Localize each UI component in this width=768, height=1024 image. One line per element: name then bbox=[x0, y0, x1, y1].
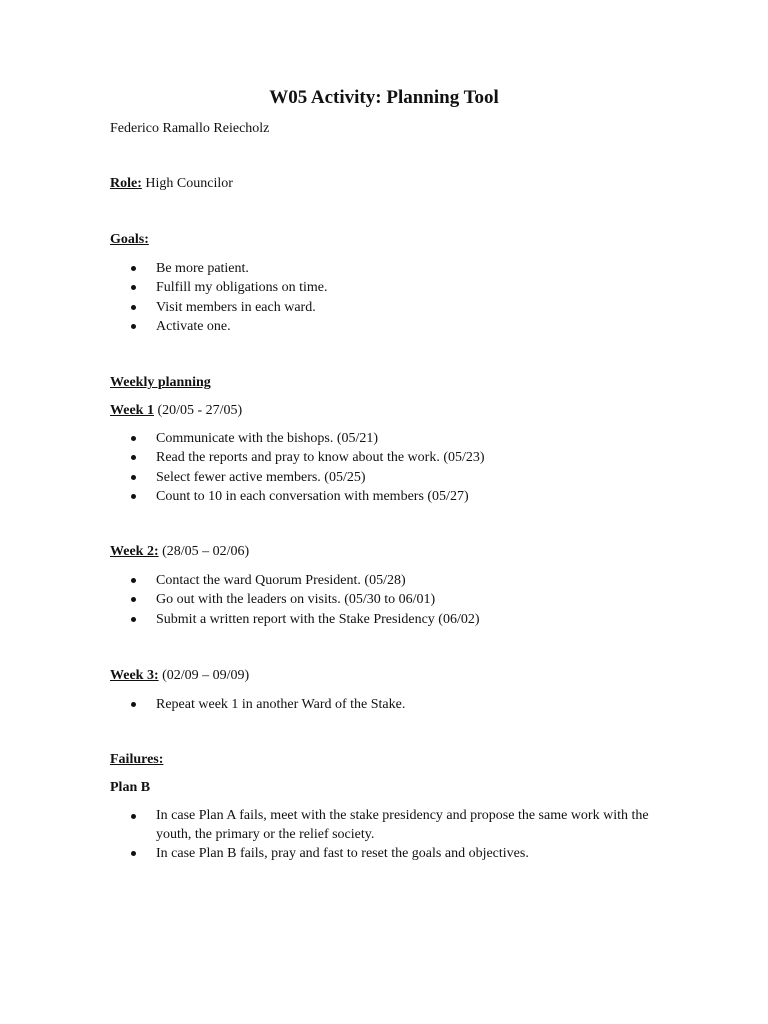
week2-label: Week 2: bbox=[110, 544, 159, 559]
list-item: Go out with the leaders on visits. (05/30 to 06/01) bbox=[0, 590, 656, 609]
list-item: Read the reports and pray to know about the work. (05/23) bbox=[0, 448, 656, 467]
weekly-planning-heading: Weekly planning bbox=[110, 375, 211, 390]
list-item: Fulfill my obligations on time. bbox=[0, 278, 656, 297]
week2-heading bbox=[110, 543, 249, 561]
week1-list bbox=[0, 429, 768, 506]
goals-heading: Goals: bbox=[110, 232, 149, 247]
role-label: Role: bbox=[110, 176, 142, 191]
week3-heading bbox=[110, 667, 249, 685]
week2-list bbox=[0, 571, 768, 629]
week2-range: (28/05 – 02/06) bbox=[158, 544, 250, 559]
list-item: Submit a written report with the Stake Presidency (06/02) bbox=[0, 610, 656, 629]
week3-list bbox=[0, 695, 768, 714]
list-item: Be more patient. bbox=[0, 259, 656, 278]
list-item: In case Plan B fails, pray and fast to reset the goals and objectives. bbox=[0, 844, 656, 865]
week3-label: Week 3: bbox=[110, 668, 159, 683]
plan-b-heading: Plan B bbox=[110, 780, 151, 795]
list-item: Contact the ward Quorum President. (05/28) bbox=[0, 571, 656, 590]
list-item: Communicate with the bishops. (05/21) bbox=[0, 429, 656, 448]
list-item: Activate one. bbox=[0, 317, 656, 336]
list-item: Count to 10 in each conversation with members (05/27) bbox=[0, 487, 656, 506]
failures-heading: Failures: bbox=[110, 752, 164, 767]
failures-list bbox=[0, 807, 768, 865]
role-value: High Councilor bbox=[141, 176, 233, 191]
role-line bbox=[110, 175, 233, 193]
list-item: Repeat week 1 in another Ward of the Stake. bbox=[0, 695, 656, 714]
author-name: Federico Ramallo Reiecholz bbox=[110, 121, 270, 136]
goals-list bbox=[0, 259, 768, 336]
week1-heading bbox=[110, 402, 242, 420]
document-title: W05 Activity: Planning Tool bbox=[269, 87, 499, 108]
list-item: In case Plan A fails, meet with the stake presidency and propose the same work with the youth, the primary or the relief society. bbox=[0, 807, 656, 844]
week1-range: (20/05 - 27/05) bbox=[153, 403, 243, 418]
week3-range: (02/09 – 09/09) bbox=[158, 668, 250, 683]
list-item: Visit members in each ward. bbox=[0, 298, 656, 317]
week1-label: Week 1 bbox=[110, 403, 154, 418]
list-item: Select fewer active members. (05/25) bbox=[0, 468, 656, 487]
